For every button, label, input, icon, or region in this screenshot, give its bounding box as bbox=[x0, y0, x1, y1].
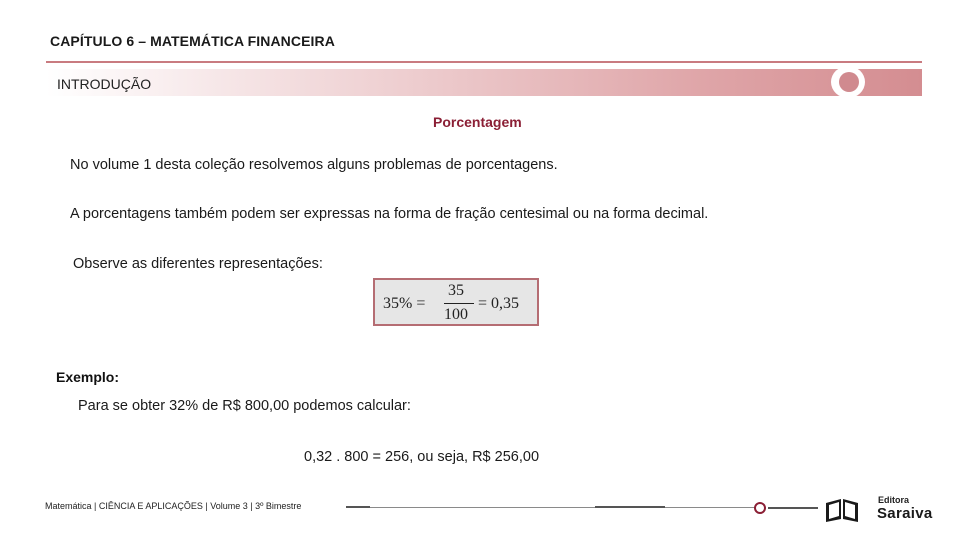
section-label: INTRODUÇÃO bbox=[57, 76, 152, 92]
footer-line bbox=[370, 507, 758, 508]
example-calculation: 0,32 . 800 = 256, ou seja, R$ 256,00 bbox=[304, 449, 540, 465]
formula-decimal: = 0,35 bbox=[478, 295, 520, 312]
logo-publisher-name: Saraiva bbox=[877, 505, 933, 522]
example-text: Para se obter 32% de R$ 800,00 podemos calcular: bbox=[78, 398, 411, 414]
paragraph-intro: No volume 1 desta coleção resolvemos alguns problemas de porcentagens. bbox=[70, 157, 558, 173]
section-dot-icon bbox=[839, 72, 859, 92]
footer-line bbox=[595, 506, 665, 508]
footer-line bbox=[346, 506, 370, 508]
paragraph-forms: A porcentagens também podem ser expressas na forma de fração centesimal ou na forma decimal. bbox=[70, 206, 709, 222]
footer-circle-icon bbox=[754, 502, 766, 514]
paragraph-observe: Observe as diferentes representações: bbox=[73, 256, 323, 272]
formula-percent: 35% = bbox=[383, 295, 426, 312]
footer-line bbox=[768, 507, 818, 509]
formula-fraction-bar bbox=[444, 303, 474, 304]
section-band bbox=[46, 69, 922, 96]
example-label: Exemplo: bbox=[56, 369, 120, 385]
chapter-title: CAPÍTULO 6 – MATEMÁTICA FINANCEIRA bbox=[50, 33, 335, 49]
logo-publisher-label: Editora bbox=[878, 495, 910, 505]
formula-numerator: 35 bbox=[448, 282, 464, 299]
formula-denominator: 100 bbox=[444, 306, 468, 323]
chapter-divider bbox=[46, 61, 922, 63]
footer-text: Matemática | CIÊNCIA E APLICAÇÕES | Volume 3 | 3º Bimestre bbox=[45, 501, 302, 511]
topic-title: Porcentagem bbox=[433, 114, 522, 130]
